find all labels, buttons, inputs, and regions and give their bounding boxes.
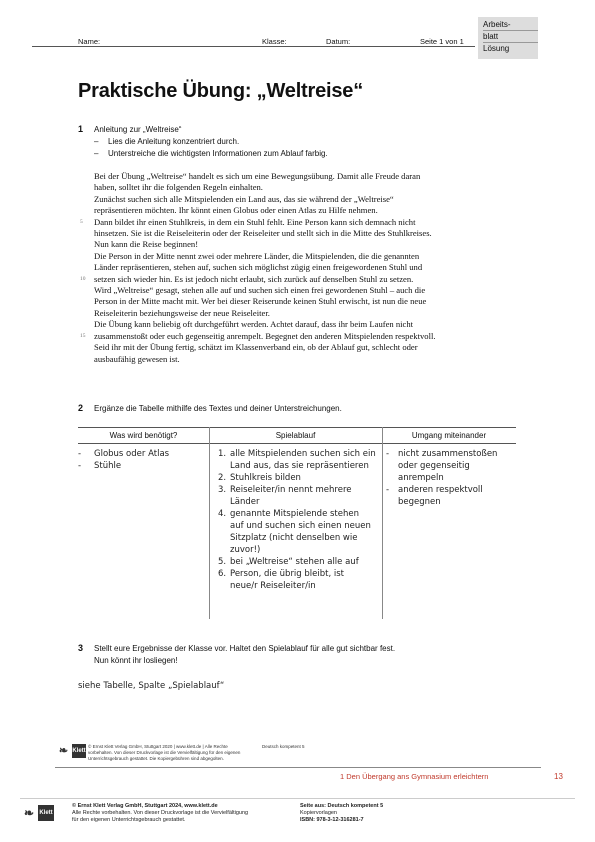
page-number: 13 bbox=[554, 772, 563, 781]
item-text: Globus oder Atlas bbox=[94, 449, 170, 459]
text-line-content: Person in der Mitte macht mit. Wer bei dieser Reiserunde keinen Stuhl erwischt, ist nun die neue bbox=[94, 296, 427, 307]
text-line-content: Die Person in der Mitte nennt zwei oder mehrere Länder, die Mitspielenden, die die genannten bbox=[94, 250, 420, 261]
worksheet-type-box bbox=[478, 17, 538, 59]
header-rule bbox=[32, 46, 475, 47]
dash: - bbox=[78, 449, 82, 459]
text-line-content: haben, solltet ihr die folgenden Regeln einhalten. bbox=[94, 182, 263, 193]
task-1-bullet: – Unterstreiche die wichtigsten Informationen zum Ablauf farbig. bbox=[94, 149, 328, 158]
step-line: neue/r Reiseleiter/in bbox=[230, 581, 316, 591]
step-line: auf und suchen sich einen neuen bbox=[230, 521, 371, 531]
box-line-1: Arbeits- bbox=[483, 20, 511, 29]
text-line-content: Bei der Übung „Weltreise“ handelt es sich um eine Bewegungsübung. Damit alle Freude daran bbox=[94, 171, 421, 181]
text-line bbox=[94, 182, 524, 193]
text-line bbox=[94, 354, 524, 365]
text-line-content: Zunächst suchen sich alle Mitspielenden ein Land aus, das sie während der „Weltreise“ bbox=[94, 193, 394, 204]
table-header-needed: Was wird benötigt? bbox=[109, 431, 178, 440]
klett-bottom-logo: Klett bbox=[38, 805, 54, 821]
text-line bbox=[94, 262, 524, 273]
task-1-instructions bbox=[94, 124, 514, 160]
klett-logo-icon: ❧ bbox=[58, 745, 69, 757]
chapter-title: 1 Den Übergang ans Gymnasium erleichtern bbox=[340, 772, 489, 781]
behaviour-line: begegnen bbox=[398, 497, 441, 507]
bottom-source: Seite aus: Deutsch kompetent 5 Kopiervorlagen ISBN: 978-3-12-316281-7 bbox=[300, 803, 384, 823]
bottom-copyright: © Ernst Klett Verlag GmbH, Stuttgart 2024, www.klett.de Alle Rechte vorbehalten. Von dieser Druckvorlage ist die Vervielfältigung für den eigenen Unterrichtsgebrauch gestattet. bbox=[72, 803, 249, 823]
behaviour-text bbox=[398, 484, 483, 508]
task-2-text: Ergänze die Tabelle mithilfe des Textes und deiner Unterstreichungen. bbox=[94, 404, 342, 413]
line-number: 5 bbox=[80, 218, 83, 225]
text-line bbox=[94, 239, 524, 250]
task-2-number: 2 bbox=[78, 403, 84, 413]
footer-rule bbox=[55, 767, 541, 768]
step-number: 5. bbox=[218, 557, 227, 567]
line-number: 15 bbox=[80, 332, 86, 339]
copyright-notice: © Ernst Klett Verlag GmbH, Stuttgart 2020 | www.klett.de | Alle Rechte vorbehalten. Von dieser Druckvorlage ist die Vervielfältigung für den eigenen Unterrichtsgebrauch gestattet. Die Kopiergebühren sind abgegolten. bbox=[88, 744, 241, 761]
result-table bbox=[78, 427, 516, 619]
text-line bbox=[94, 205, 524, 216]
table-header-behaviour: Umgang miteinander bbox=[411, 431, 487, 440]
text-line-content: Nun kann die Reise beginnen! bbox=[94, 239, 199, 250]
step-number: 6. bbox=[218, 569, 227, 579]
text-line-content: zusammenstoßt oder euch gegenseitig anrempelt. Begegnet den anderen Mitspielenden respektvoll. bbox=[94, 330, 436, 341]
step-line: Länder bbox=[230, 497, 260, 507]
behaviour-item bbox=[386, 484, 516, 508]
step-line: genannte Mitspielende stehen bbox=[230, 509, 360, 519]
procedure-step bbox=[218, 568, 382, 592]
step-line: zuvor!) bbox=[230, 545, 261, 555]
table-column-behaviour bbox=[386, 448, 516, 508]
task-3-line-2: Nun könnt ihr losliegen! bbox=[94, 656, 178, 665]
text-line-content: hinsetzen. Sie ist die Reiseleiterin oder der Reiseleiter und stellt sich in die Mitte des Stuhlkreises. bbox=[94, 228, 432, 239]
text-line-content: Seid ihr mit der Übung fertig, schätzt im Klassenverband ein, ob der Ablauf gut, schlecht oder bbox=[94, 342, 418, 353]
text-line-content: Länder repräsentieren, stehen auf, suchen sich möglichst zügig einen freigewordenen Stuhl und bbox=[94, 262, 423, 273]
step-line: Stuhlkreis bilden bbox=[230, 473, 301, 483]
text-line-content: Die Übung kann beliebig oft durchgeführt werden. Achtet darauf, dass ihr beim Laufen nicht bbox=[94, 319, 414, 330]
table-cell-item bbox=[78, 448, 206, 460]
behaviour-text bbox=[398, 448, 497, 484]
page-title: Praktische Übung: „Weltreise“ bbox=[78, 80, 364, 102]
text-line-content: Wird „Weltreise“ gesagt, stehen alle auf und suchen sich einen frei gewordenen Stuhl – auch die bbox=[94, 285, 426, 296]
procedure-step bbox=[218, 484, 382, 508]
text-line bbox=[80, 273, 524, 285]
behaviour-line: anrempeln bbox=[398, 473, 444, 483]
text-line-content: ausbaufähig gewesen ist. bbox=[94, 353, 180, 364]
text-line bbox=[80, 216, 524, 228]
step-line: alle Mitspielenden suchen sich ein bbox=[230, 449, 376, 459]
step-text bbox=[230, 448, 376, 472]
procedure-step bbox=[218, 556, 382, 568]
name-label: Name: bbox=[78, 37, 101, 46]
task-3-answer: siehe Tabelle, Spalte „Spielablauf“ bbox=[78, 681, 225, 691]
step-line: Land aus, das sie repräsentieren bbox=[230, 461, 369, 471]
step-number: 2. bbox=[218, 473, 227, 483]
table-column-procedure bbox=[218, 448, 382, 592]
klett-logo: Klett bbox=[72, 744, 86, 758]
behaviour-line: anderen respektvoll bbox=[398, 485, 483, 495]
klett-bottom-logo-icon: ❧ bbox=[23, 806, 35, 820]
date-label: Datum: bbox=[326, 37, 351, 46]
step-text bbox=[230, 556, 359, 568]
step-number: 1. bbox=[218, 449, 227, 459]
text-line bbox=[94, 308, 524, 319]
table-cell-item bbox=[78, 460, 206, 472]
text-line-content: Reiseleiterin beziehungsweise der neue Reiseleiter. bbox=[94, 307, 270, 318]
text-line bbox=[94, 296, 524, 307]
text-line bbox=[94, 319, 524, 330]
dash: - bbox=[386, 449, 390, 459]
task-3-line-1: Stellt eure Ergebnisse der Klasse vor. Haltet den Spielablauf für alle gut sichtbar fest. bbox=[94, 644, 396, 653]
box-line-3: Lösung bbox=[483, 44, 510, 53]
dash: - bbox=[386, 485, 390, 495]
task-3-number: 3 bbox=[78, 643, 84, 653]
task-3-text bbox=[94, 643, 514, 667]
page-label: Seite 1 von 1 bbox=[420, 37, 464, 46]
box-line-2: blatt bbox=[483, 32, 499, 41]
reading-text bbox=[80, 171, 524, 365]
text-line bbox=[94, 251, 524, 262]
source-book: Deutsch kompetent 5 bbox=[262, 744, 305, 749]
step-text bbox=[230, 484, 352, 508]
step-line: Reiseleiter/in nennt mehrere bbox=[230, 485, 352, 495]
task-1-bullet: – Lies die Anleitung konzentriert durch. bbox=[94, 137, 240, 146]
task-1-number: 1 bbox=[78, 124, 84, 134]
step-line: bei „Weltreise“ stehen alle auf bbox=[230, 557, 359, 567]
text-line bbox=[94, 228, 524, 239]
text-line bbox=[80, 330, 524, 342]
text-line bbox=[94, 171, 524, 182]
table-column-needed bbox=[78, 448, 206, 472]
step-number: 3. bbox=[218, 485, 227, 495]
procedure-step bbox=[218, 508, 382, 556]
step-text bbox=[230, 472, 301, 484]
class-label: Klasse: bbox=[262, 37, 287, 46]
behaviour-line: oder gegenseitig bbox=[398, 461, 470, 471]
text-line-content: repräsentieren möchten. Ihr könnt einen Globus oder einen Atlas zu Hilfe nehmen. bbox=[94, 205, 378, 216]
behaviour-line: nicht zusammenstoßen bbox=[398, 449, 498, 459]
step-text bbox=[230, 568, 344, 592]
dash: - bbox=[78, 461, 82, 471]
item-text: Stühle bbox=[94, 461, 122, 471]
procedure-step bbox=[218, 472, 382, 484]
table-header-procedure: Spielablauf bbox=[275, 431, 316, 440]
procedure-step bbox=[218, 448, 382, 472]
step-line: Sitzplatz (nicht denselben wie bbox=[230, 533, 358, 543]
text-line bbox=[94, 342, 524, 353]
text-line-content: setzen sich wieder hin. Es ist jedoch nicht erlaubt, sich zurück auf denselben Stuhl zu setzen. bbox=[94, 273, 414, 284]
text-line bbox=[94, 194, 524, 205]
step-line: Person, die übrig bleibt, ist bbox=[230, 569, 344, 579]
text-line bbox=[94, 285, 524, 296]
line-number: 10 bbox=[80, 275, 86, 282]
behaviour-item bbox=[386, 448, 516, 484]
step-text bbox=[230, 508, 371, 556]
text-line-content: Dann bildet ihr einen Stuhlkreis, in dem ein Stuhl fehlt. Eine Person kann sich demnach nicht bbox=[94, 216, 416, 227]
task-1-intro: Anleitung zur „Weltreise“ bbox=[94, 125, 182, 134]
step-number: 4. bbox=[218, 509, 227, 519]
